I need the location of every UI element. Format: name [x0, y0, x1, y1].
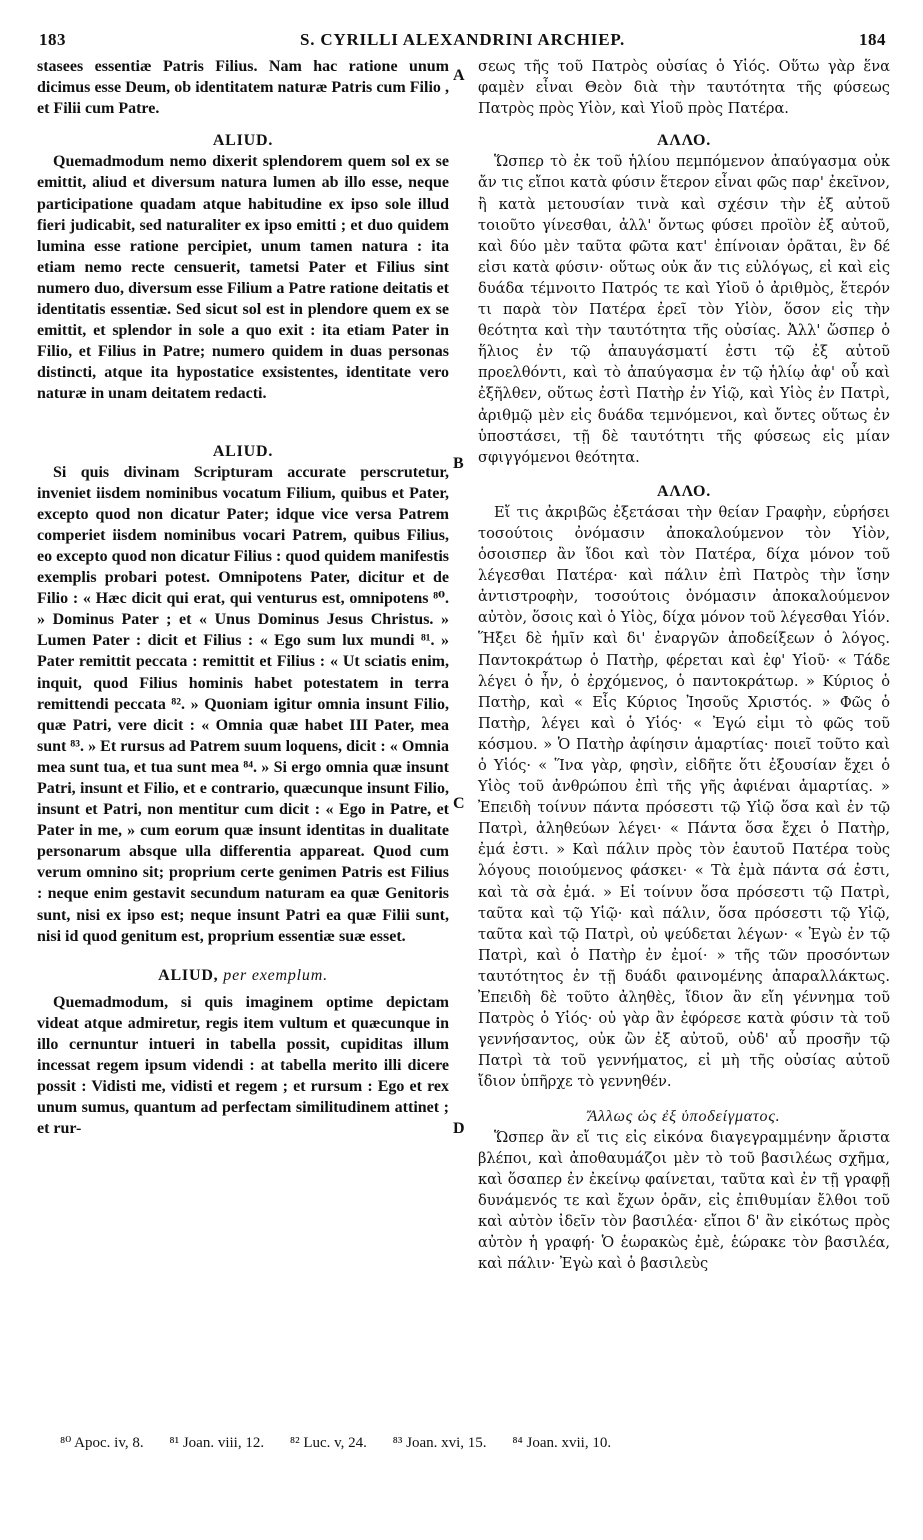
latin-heading-1: ALIUD. [212, 132, 274, 150]
latin-paragraph-3: Quemadmodum, si quis imaginem optime depictam videat atque admiretur, regis item vultum et quæcunque in illo cernuntur intueri in tabella possit, cupiditas illum incessat regem ipsum videndi : at tabella merito illi dicere possit : Vidisti me, vidisti et regem ; et rursum : Ego et rex unum sumus, quantum ad perfectam similitudinem attinet ; et rur- [37, 993, 449, 1138]
margin-letter-a: A [453, 67, 465, 84]
right-page-number: 184 [859, 30, 886, 49]
greek-intro: σεως τῆς τοῦ Πατρὸς οὐσίας ὁ Υἱός. Οὕτω γὰρ ἕνα φαμὲν εἶναι Θεὸν διὰ τὴν ταυτότητα τῆς φύσεως Πατρὸς πρὸς Υἱὸν, καὶ Υἱοῦ πρὸς Πατέρα. [478, 58, 890, 118]
margin-letter-b: B [453, 455, 464, 472]
latin-heading-2: ALIUD. [212, 442, 274, 460]
latin-intro: stasees essentiæ Patris Filius. Nam hac ratione unum dicimus esse Deum, ob identitatem naturæ Patris cum Filio , et Filii cum Patre. [37, 58, 449, 118]
two-column-body [37, 56, 890, 1274]
left-page-number: 183 [39, 30, 66, 49]
footnote-84: ⁸⁴ Joan. xvii, 10. [512, 1435, 612, 1451]
margin-letter-d: D [453, 1120, 465, 1137]
greek-paragraph-2: Εἴ τις ἀκριβῶς ἐξετάσαι τὴν θείαν Γραφὴν, εὑρήσει τοσούτοις ὀνόμασιν ἀποκαλούμενον τὸν Υἱὸν, ὁσοισπερ ἂν ἴδοι καὶ τὸν Πατέρα, δίχα μόνον τοῦ λέγεσθαι Πατέρα· καὶ πάλιν ἐπὶ Πατρὸς τὴν ἴσην ἀντιστροφὴν, τοσούτοις ὀνόμασιν ἀποκαλούμενον αὐτὸν, ὅσοις καὶ ὁ Υἱὸς, δίχα μόνον τοῦ λέγεσθαι Υἱόν. Ἥξει δὲ ἡμῖν καὶ δι' ἐναργῶν ἀποδείξεων ὁ λόγος. Παντοκράτωρ ὁ Πατὴρ, φέρεται καὶ ἐφ' Υἱοῦ· « Τάδε λέγει ὁ ἦν, ὁ ἐρχόμενος, ὁ παντοκράτωρ. » Κύριος ὁ Πατὴρ, καὶ « Εἷς Κύριος Ἰησοῦς Χριστός. » Φῶς ὁ Πατὴρ, λέγει καὶ ὁ Υἱός· « Ἐγώ εἰμι τὸ φῶς τοῦ κόσμου. » Ὁ Πατὴρ ἀφίησιν ἁμαρτίας· ποιεῖ τοῦτο καὶ ὁ Υἱός· « Ἵνα γὰρ, φησὶν, εἰδῆτε ὅτι ἐξουσίαν ἔχει ὁ Υἱὸς τοῦ ἀνθρώπου ἐπὶ τῆς γῆς ἀφιέναι ἁμαρτίας. » Ἐπειδὴ τοίνυν πάντα πρόσεστι τῷ Υἱῷ ὅσα καὶ ἐν τῷ Πατρὶ, ἀληθεύων λέγει· « Πάντα ὅσα ἔχει ὁ Πατὴρ, ἐμά ἐστι. » Καὶ πάλιν πρὸς τὸν ἑαυτοῦ Πατέρα τοὺς λόγους ποιούμενος φάσκει· « Τὰ ἐμὰ πάντα σά ἐστι, καὶ τὰ σὰ ἐμά. » Εἰ τοίνυν ὅσα πρόσεστι τῷ Πατρὶ, ταῦτα καὶ τῷ Υἱῷ· καὶ πάλιν, ὅσα πρόσεστι τῷ Υἱῷ, ταῦτα καὶ τῷ Πατρὶ, οὐ ψεύδεται λέγων· « Ἐγὼ ἐν τῷ Πατρὶ, καὶ ὁ Πατὴρ ἐν ἐμοί· » τῆς τῶν προσόντων ταυτότητος ἐν τῇ δυάδι φαινομένης ἀπαραλλάκτως. Ἐπειδὴ δὲ τοῦτο ἀληθὲς, ἴδιον ἂν εἴη γέννημα τοῦ Πατρὸς ὁ Υἱός· οὐ γὰρ ἂν ἐφόρεσε κατὰ φύσιν τὰ τοῦ γεννήσαντος, οὐκ ὢν ἐξ αὐτοῦ, οὐδ' αὖ προσῆν τῷ Πατρὶ τὰ τοῦ γεννήματος, εἰ μὴ τῆς οὐσίας αὐτοῦ ἴδιον ὑπῆρχε τὸ γεννηθέν. [478, 503, 890, 1091]
greek-paragraph-3: Ὥσπερ ἂν εἴ τις εἰς εἰκόνα διαγεγραμμένην ἄριστα βλέποι, καὶ ἀποθαυμάζοι μὲν τὸ τοῦ βασιλέως σχῆμα, καὶ ὅσαπερ ἐν ἐκείνῳ φαίνεται, ταῦτα καὶ ἐν τῇ γραφῇ δυνάμενός τε καὶ ἔχων ὁρᾶν, εἰς ἐπιθυμίαν ἔλθοι τοῦ καὶ αὐτὸν ἰδεῖν τὸν βασιλέα· εἴποι δ' ἂν εἰκότως πρὸς αὐτὸν ἡ γραφή· Ὁ ἑωρακὼς ἐμὲ, ἑώρακε τὸν βασιλέα, καὶ πάλιν· Ἐγὼ καὶ ὁ βασιλεὺς [478, 1128, 890, 1273]
greek-paragraph-1: Ὥσπερ τὸ ἐκ τοῦ ἡλίου πεμπόμενον ἀπαύγασμα οὐκ ἄν τις εἴποι κατὰ φύσιν ἕτερον εἶναι φῶς παρ' ἐκεῖνον, ἢ κατὰ μετουσίαν τινὰ καὶ σχέσιν τὴν ἐξ αὐτοῦ τοιοῦτο γίνεσθαι, ἀλλ' ὄντως φύσει προϊὸν ἐξ αὐτοῦ, καὶ δύο μὲν ταῦτα φῶτα κατ' ἐπίνοιαν ὁρᾶται, ἓν δέ εἰσι κατὰ φύσιν· οὕτως οὐκ ἄν τις εὐλόγως, εἰ καὶ εἰς δυάδα τέμνοιτο Πατρός τε καὶ Υἱοῦ ὁ ἀριθμὸς, ἕτερόν τι παρὰ τὸν Πατέρα ἐρεῖ τὸν Υἱὸν, ὅσον εἰς τὴν θεότητα καὶ τὴν ταυτότητα τῆς οὐσίας. Ἀλλ' ὥσπερ ὁ ἥλιος ἐν τῷ ἀπαυγάσματί ἐστι τῷ ἐξ αὐτοῦ προελθόντι, καὶ τὸ ἀπαύγασμα ἐν τῷ ἡλίῳ ἀφ' οὗ καὶ ἐξῆλθεν, οὕτως ἐστὶ Πατὴρ ἐν Υἱῷ, καὶ Υἱὸς ἐν Πατρὶ, ἀριθμῷ μὲν εἰς δυάδα τεμνόμενοι, καὶ ὄντες οὕτως ἐν ὑποστάσει, τῇ δὲ ταυτότητι τῆς φύσεως εἰς μίαν σφιγγόμενοι θεότητα. [478, 153, 890, 466]
greek-heading-1: ΑΛΛΟ. [656, 132, 711, 150]
latin-heading-3-main: ALIUD, [158, 966, 219, 984]
latin-column [37, 56, 449, 1274]
latin-paragraph-2: Si quis divinam Scripturam accurate perscrutetur, inveniet iisdem nominibus vocatum Filium, quibus et Pater, excepto quod non dicatur Pater; idque vice versa Patrem comperiet iisdem nominibus vocari Patrem, quibus Filius, eo excepto quod non dicatur Filius : quod quidem manifestis exemplis probari potest. Omnipotens Pater, dicitur et de Filio : « Hæc dicit qui erat, qui venturus est, omnipotens ⁸⁰. » Dominus Pater ; et « Unus Dominus Jesus Christus. » Lumen Pater : dicit et Filius : « Ego sum lux mundi ⁸¹. » Pater remittit peccata : remittit et Filius : « Ut sciatis enim, inquit, quod Filius hominis habet potestatem in terra remittendi peccata ⁸². » Quoniam igitur omnia insunt Filio, quæ Patri, vere dicit : « Omnia quæ habet III Pater, mea sunt ⁸³. » Et rursus ad Patrem suum loquens, dicit : « Omnia mea sunt tua, et tua sunt mea ⁸⁴. » Si ergo omnia quæ insunt Patri, insunt et Filio, et e contrario, quæcunque insunt Filio, insunt et Patri, non mentitur cum dicit : « Ego in Patre, et Pater in me, » cum eorum quæ insunt identitas in dualitate personarum absque ulla differentia appareat. Quod cum verum omnino sit; proprium certe genimen Patris est Filius : neque enim gestavit secundum naturam ea quæ Genitoris sunt, nisi ex ipso est; neque insunt Patri ea quæ Filii sunt, nisi id quod genitum est, proprium essentiæ suæ esset. [37, 463, 449, 945]
footnote-80: ⁸⁰ Apoc. iv, 8. [60, 1435, 144, 1451]
greek-column [478, 56, 890, 1274]
footnote-83: ⁸³ Joan. xvi, 15. [392, 1435, 487, 1451]
latin-heading-3 [37, 965, 449, 986]
latin-heading-3-sub: per exemplum. [223, 966, 328, 984]
page-header [37, 30, 890, 56]
greek-heading-2: ΑΛΛΟ. [656, 482, 711, 500]
running-title: S. CYRILLI ALEXANDRINI ARCHIEP. [299, 30, 626, 49]
footnote-81: ⁸¹ Joan. viii, 12. [169, 1435, 265, 1451]
greek-heading-3: Ἄλλως ὡς ἐξ ὑποδείγματος. [587, 1107, 781, 1125]
footnote-82: ⁸² Luc. v, 24. [289, 1435, 367, 1451]
latin-paragraph-1: Quemadmodum nemo dixerit splendorem quem sol ex se emittit, aliud et diversum natura lumen ab illo esse, neque participatione quadam atque habitudine ex ipso sole illud fieri judicabit, sed naturaliter ex ipso emitti ; et duo quidem lumina esse ratione percipiet, unum tamen natura : ita etiam nemo recte censuerit, tametsi Pater et Filius sint numero duo, diversum esse Filium a Patre ratione deitatis et identitatis essentiæ. Sed sicut sol est in plendore quem ex se emittit, et splendor in sole a quo exit : ita etiam Pater in Filio, et Filius in Patre; numero quidem in duas personas distincti, atque ita hypostatice exsistentes, identitate vero naturæ in unam deitatem redacti. [37, 153, 449, 403]
footnotes [60, 1433, 633, 1452]
margin-letter-c: C [453, 795, 465, 812]
